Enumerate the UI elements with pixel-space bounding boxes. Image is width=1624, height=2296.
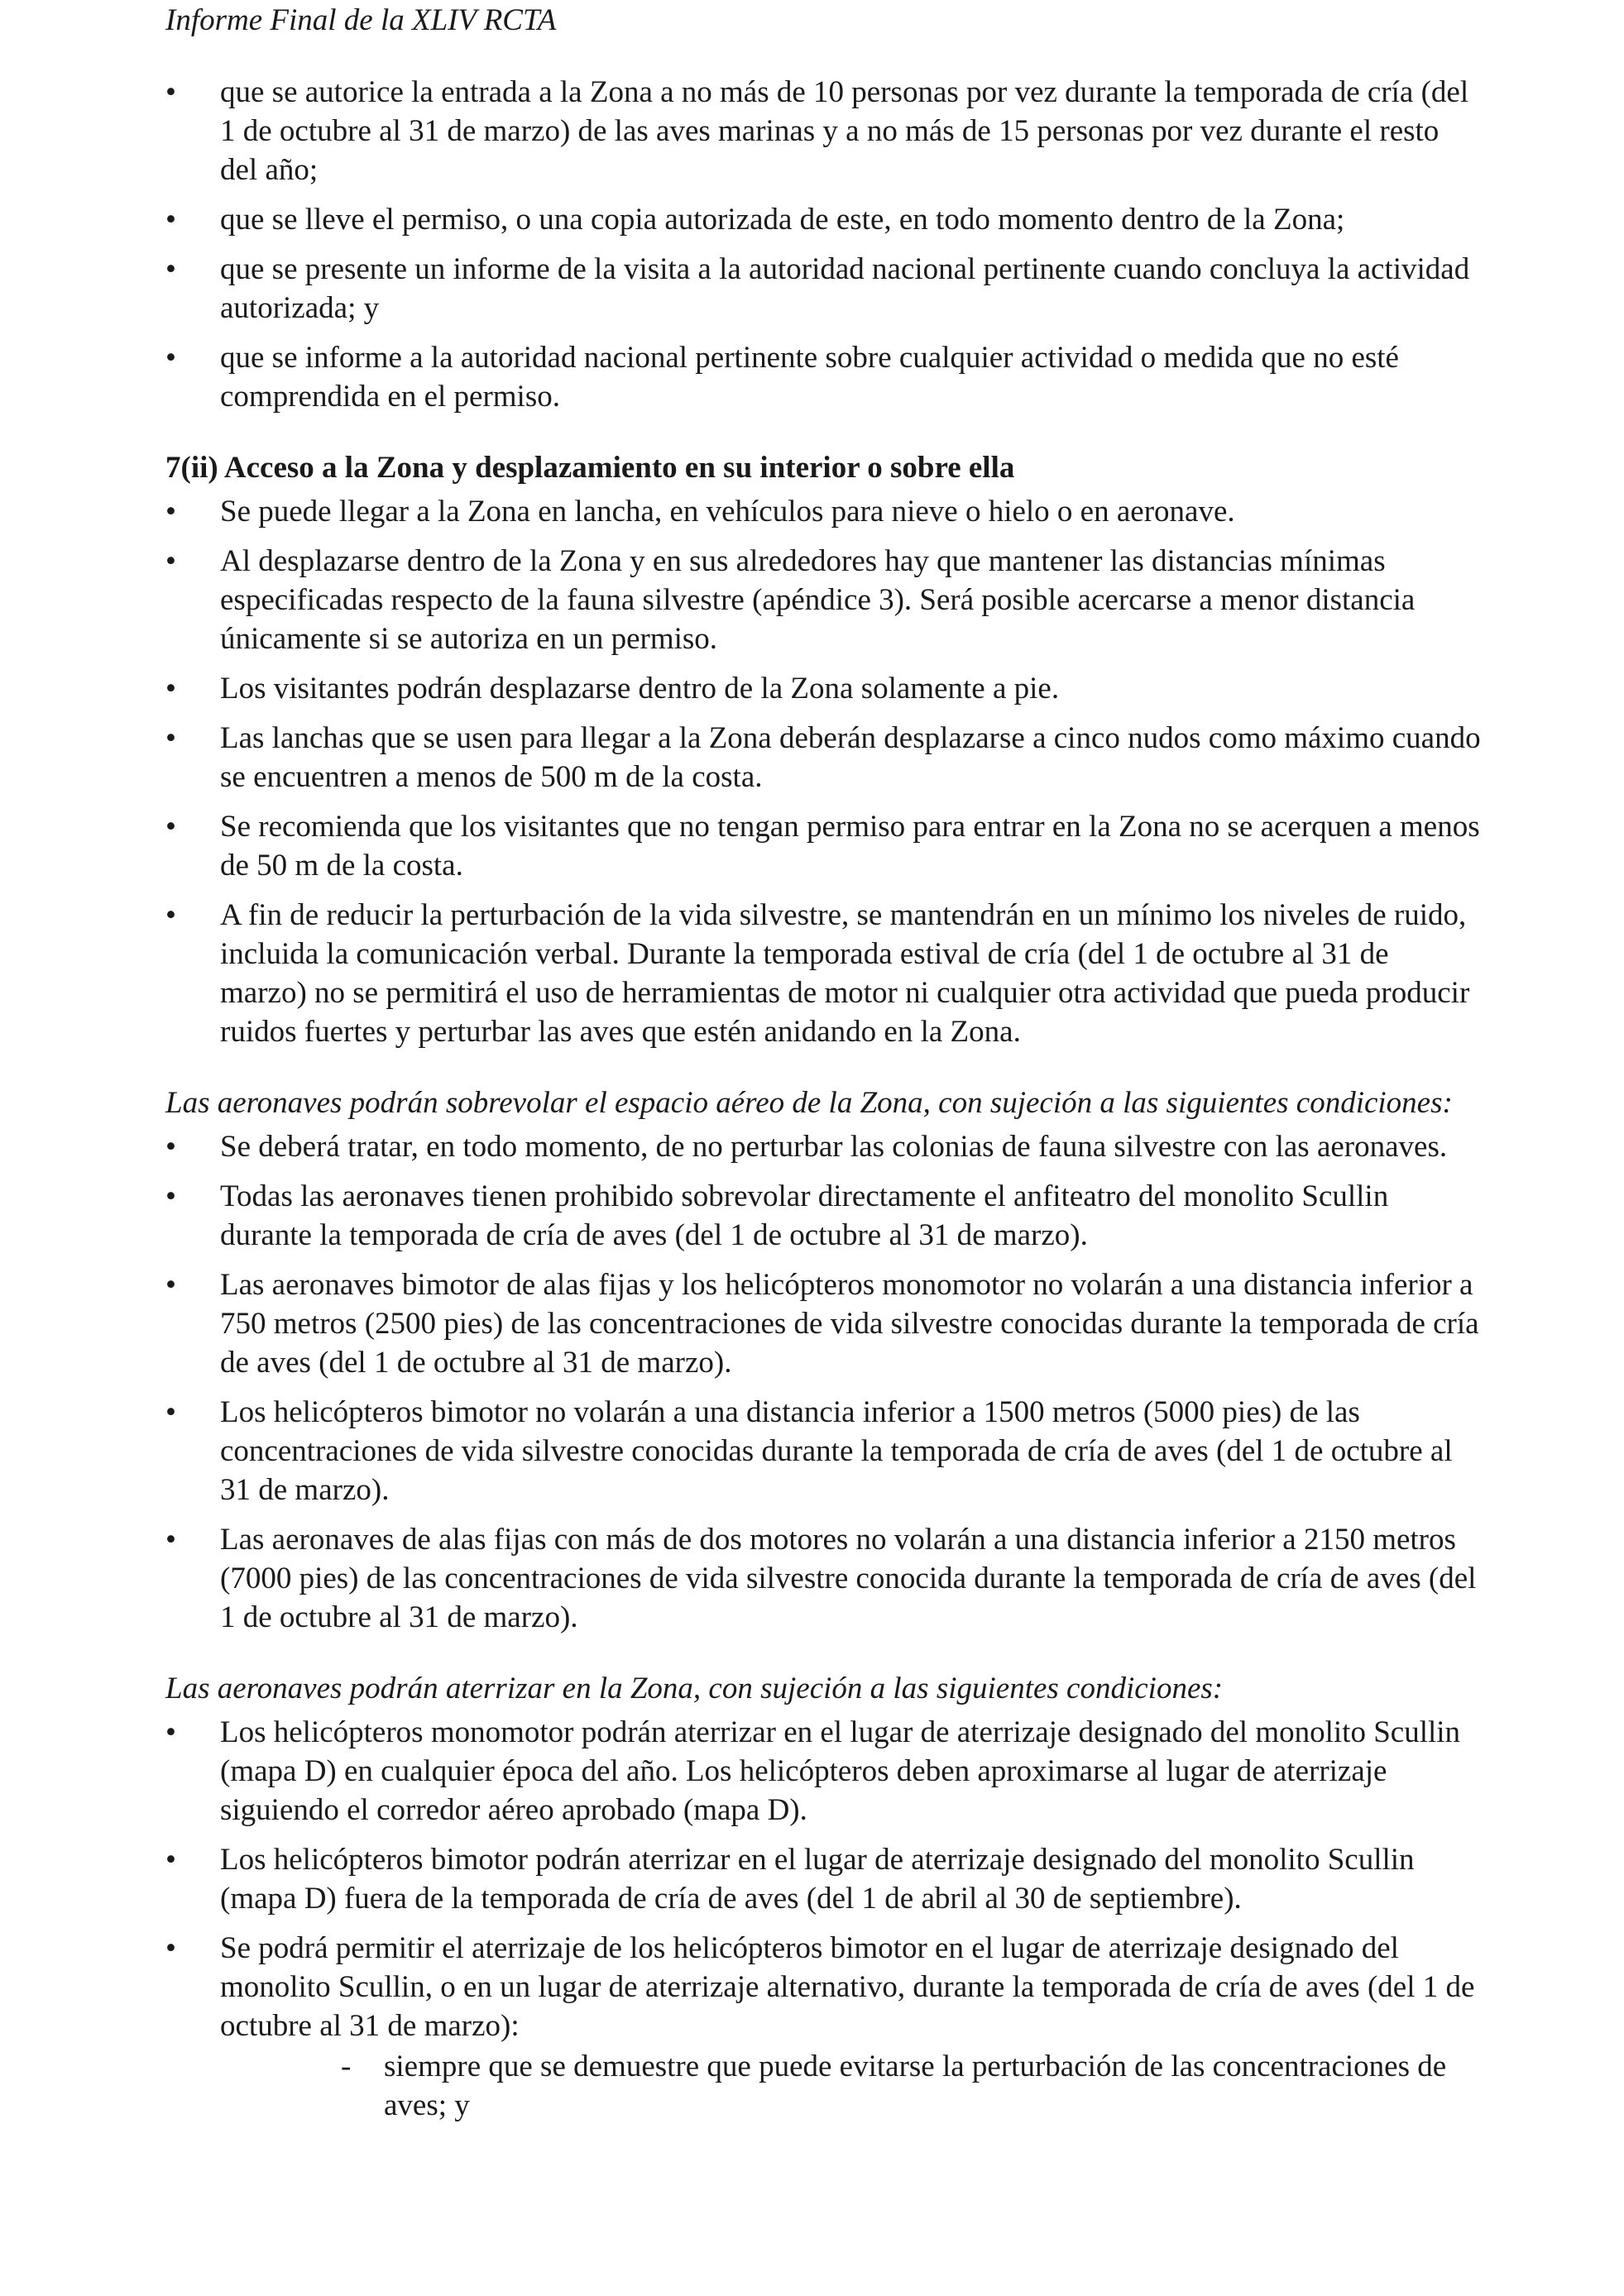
list-item: • que se lleve el permiso, o una copia autorizada de este, en todo momento dentro de la Zona; xyxy=(165,200,1481,239)
overflight-list xyxy=(165,1127,1481,1637)
permit-conditions-list xyxy=(165,73,1481,416)
list-item: • Se recomienda que los visitantes que no tengan permiso para entrar en la Zona no se acerquen a menos de 50 m de la costa. xyxy=(165,807,1481,885)
list-item: • Se deberá tratar, en todo momento, de no perturbar las colonias de fauna silvestre con las aeronaves. xyxy=(165,1127,1481,1166)
landing-list xyxy=(165,1713,1481,2125)
list-item: • que se autorice la entrada a la Zona a no más de 10 personas por vez durante la temporada de cría (del 1 de octubre al 31 de marzo) de las aves marinas y a no más de 15 personas por vez durante el resto del año; xyxy=(165,73,1481,189)
list-item: • Todas las aeronaves tienen prohibido sobrevolar directamente el anfiteatro del monolito Scullin durante la temporada de cría de aves (del 1 de octubre al 31 de marzo). xyxy=(165,1177,1481,1255)
list-item: • Los helicópteros monomotor podrán aterrizar en el lugar de aterrizaje designado del monolito Scullin (mapa D) en cualquier época del año. Los helicópteros deben aproximarse al lugar de aterrizaje siguiendo el corredor aéreo aprobado (mapa D). xyxy=(165,1713,1481,1830)
sublist-item: - siempre que se demuestre que puede evitarse la perturbación de las concentraciones de aves; y xyxy=(220,2047,1481,2125)
landing-heading: Las aeronaves podrán aterrizar en la Zona, con sujeción a las siguientes condiciones: xyxy=(165,1672,1224,1705)
list-item: • Las aeronaves de alas fijas con más de dos motores no volarán a una distancia inferior a 2150 metros (7000 pies) de las concentraciones de vida silvestre conocida durante la temporada de cría de aves (del 1 de octubre al 31 de marzo). xyxy=(165,1520,1481,1637)
list-item: • Los helicópteros bimotor no volarán a una distancia inferior a 1500 metros (5000 pies) de las concentraciones de vida silvestre conocidas durante la temporada de cría de aves (del 1 de octubre al 31 de marzo). xyxy=(165,1393,1481,1509)
list-item: • Al desplazarse dentro de la Zona y en sus alrededores hay que mantener las distancias mínimas especificadas respecto de la fauna silvestre (apéndice 3). Será posible acercarse a menor distancia únicamente si se autoriza en un permiso. xyxy=(165,542,1481,658)
list-item: • Las aeronaves bimotor de alas fijas y los helicópteros monomotor no volarán a una distancia inferior a 750 metros (2500 pies) de las concentraciones de vida silvestre conocidas durante la temporada de cría de aves (del 1 de octubre al 31 de marzo). xyxy=(165,1265,1481,1382)
section-heading: 7(ii) Acceso a la Zona y desplazamiento en su interior o sobre ella xyxy=(165,451,1015,485)
list-item: • Se puede llegar a la Zona en lancha, en vehículos para nieve o hielo o en aeronave. xyxy=(165,492,1481,531)
list-item: • Las lanchas que se usen para llegar a la Zona deberán desplazarse a cinco nudos como máximo cuando se encuentren a menos de 500 m de la costa. xyxy=(165,719,1481,796)
overflight-heading: Las aeronaves podrán sobrevolar el espacio aéreo de la Zona, con sujeción a las siguientes condiciones: xyxy=(165,1086,1453,1120)
list-item: • que se informe a la autoridad nacional pertinente sobre cualquier actividad o medida que no esté comprendida en el permiso. xyxy=(165,338,1481,416)
list-item-text: Se podrá permitir el aterrizaje de los helicópteros bimotor en el lugar de aterrizaje designado del monolito Scullin, o en un lugar de aterrizaje alternativo, durante la temporada de cría de aves (del 1 de octubre al 31 de marzo): xyxy=(220,1931,1475,2043)
list-item: • Los helicópteros bimotor podrán aterrizar en el lugar de aterrizaje designado del monolito Scullin (mapa D) fuera de la temporada de cría de aves (del 1 de abril al 30 de septiembre). xyxy=(165,1840,1481,1918)
list-item: • que se presente un informe de la visita a la autoridad nacional pertinente cuando concluya la actividad autorizada; y xyxy=(165,250,1481,328)
list-item: • A fin de reducir la perturbación de la vida silvestre, se mantendrán en un mínimo los niveles de ruido, incluida la comunicación verbal. Durante la temporada estival de cría (del 1 de octubre al 31 de marzo) no se permitirá el uso de herramientas de motor ni cualquier otra actividad que pueda producir ruidos fuertes y perturbar las aves que estén anidando en la Zona. xyxy=(165,896,1481,1051)
page-content xyxy=(165,73,1481,2136)
list-item xyxy=(165,1929,1481,2125)
list-item: • Los visitantes podrán desplazarse dentro de la Zona solamente a pie. xyxy=(165,669,1481,708)
landing-sublist xyxy=(220,2047,1481,2125)
page-header: Informe Final de la XLIV RCTA xyxy=(165,3,557,37)
access-list xyxy=(165,492,1481,1051)
